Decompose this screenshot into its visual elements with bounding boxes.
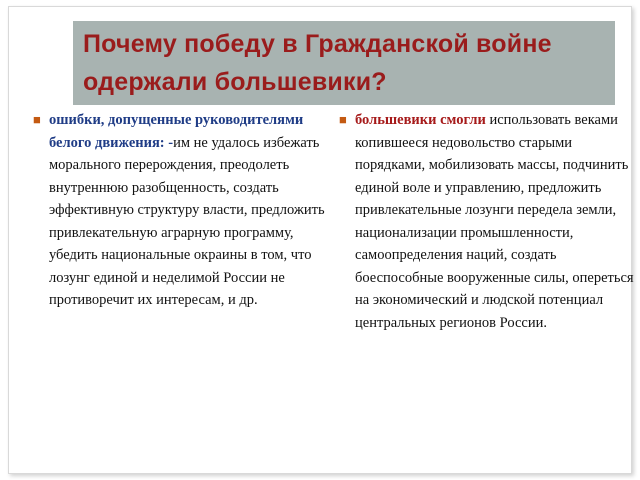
left-bullet-text — [49, 109, 333, 312]
slide-frame — [8, 6, 632, 474]
left-body-text: им не удалось избежать морального перерождения, преодолеть внутреннюю разобщенность, создать эффективную структуру власти, предложить привлекательную аграрную программу, убедить национальные окраины в том, что лозунг единой и неделимой России не противоречит их интересам, и др. — [49, 134, 325, 308]
left-bullet-item — [33, 109, 333, 312]
right-bullet-item — [339, 109, 634, 334]
left-lead-text: ошибки, допущенные руководителями белого движения: - — [49, 112, 304, 151]
square-bullet-icon: ■ — [339, 112, 347, 127]
slide-title: Почему победу в Гражданской войне одержали большевики? — [83, 30, 552, 96]
square-bullet-icon: ■ — [33, 112, 41, 127]
left-column — [33, 109, 333, 312]
title-banner — [73, 21, 615, 105]
right-bullet-text — [355, 109, 634, 334]
right-lead-text: большевики смогли — [355, 112, 486, 128]
right-column — [339, 109, 634, 334]
right-body-text: использовать веками копившееся недовольство старыми порядками, мобилизовать массы, подчинить единой воле и управлению, предложить привлекательные лозунги передела земли, национализации промышленности, самоопределения наций, создать боеспособные вооруженные силы, опереться на экономический и людской потенциал центральных регионов России. — [355, 112, 634, 331]
